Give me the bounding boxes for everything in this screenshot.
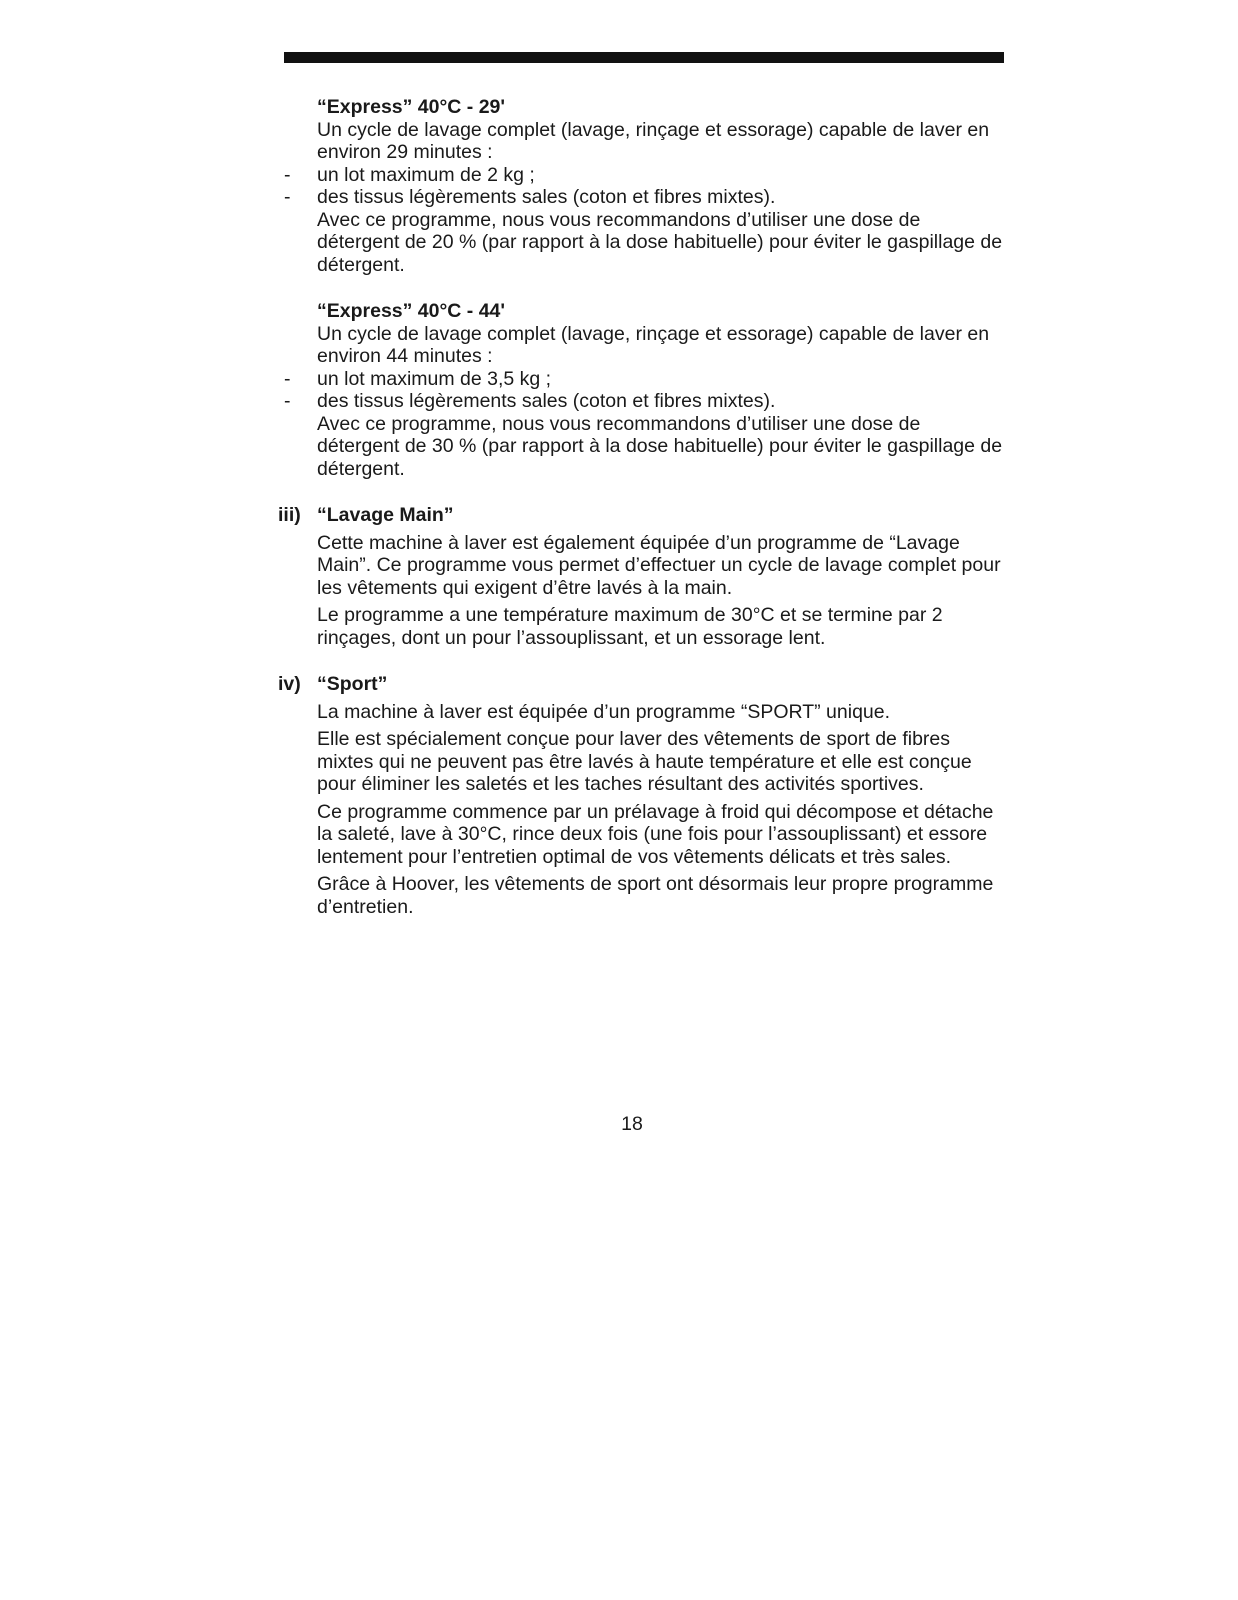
section-note: Avec ce programme, nous vous recommandons d’utiliser une dose de détergent de 20 % (par rapport à la dose habituelle) pour éviter le gaspillage de détergent. bbox=[317, 208, 1003, 276]
page-content bbox=[278, 96, 1004, 918]
section-paragraph: Ce programme commence par un prélavage à froid qui décompose et détache la saleté, lave à 30°C, rince deux fois (une fois pour l’assouplissant) et essore lentement pour l’entretien optimal de vos vêtements délicats et très sales. bbox=[317, 800, 994, 868]
section-heading: “Sport” bbox=[317, 673, 388, 695]
section-numeral: iii) bbox=[278, 504, 301, 526]
section-intro: Un cycle de lavage complet (lavage, rinçage et essorage) capable de laver en environ 44 minutes : bbox=[317, 322, 990, 367]
section-paragraph: La machine à laver est équipée d’un programme “SPORT” unique. bbox=[317, 700, 891, 723]
section-lavage-main bbox=[278, 504, 1004, 649]
section-express-44 bbox=[284, 300, 1004, 480]
section-note: Avec ce programme, nous vous recommandons d’utiliser une dose de détergent de 30 % (par rapport à la dose habituelle) pour éviter le gaspillage de détergent. bbox=[317, 412, 1003, 480]
section-paragraph: Grâce à Hoover, les vêtements de sport ont désormais leur propre programme d’entretien. bbox=[317, 873, 994, 918]
bullet-marker: - bbox=[284, 367, 291, 390]
list-item bbox=[284, 186, 1004, 209]
bullet-marker: - bbox=[284, 186, 291, 208]
section-sport bbox=[278, 673, 1004, 918]
section-numeral: iv) bbox=[278, 673, 301, 695]
section-paragraph: Le programme a une température maximum de 30°C et se termine par 2 rinçages, dont un pour l’assouplissant, et un essorage lent. bbox=[317, 604, 943, 649]
list-item-text: des tissus légèrements sales (coton et fibres mixtes). bbox=[317, 186, 776, 208]
header-rule bbox=[284, 52, 1004, 63]
section-paragraph: Elle est spécialement conçue pour laver des vêtements de sport de fibres mixtes qui ne peuvent pas être lavés à haute température et elle est conçue pour éliminer les saletés et les taches résultant des activités sportives. bbox=[317, 728, 972, 795]
page-number: 18 bbox=[621, 1113, 643, 1135]
section-heading: “Express” 40°C - 44' bbox=[317, 300, 506, 322]
section-heading: “Lavage Main” bbox=[317, 504, 454, 526]
bullet-marker: - bbox=[284, 390, 291, 412]
section-heading: “Express” 40°C - 29' bbox=[317, 96, 506, 118]
list-item bbox=[284, 367, 1004, 391]
list-item-text: un lot maximum de 3,5 kg ; bbox=[317, 367, 552, 390]
section-paragraph: Cette machine à laver est également équipée d’un programme de “Lavage Main”. Ce programme vous permet d’effectuer un cycle de lavage complet pour les vêtements qui exigent d’être lavés à la main. bbox=[317, 531, 1001, 599]
section-intro: Un cycle de lavage complet (lavage, rinçage et essorage) capable de laver en environ 29 minutes : bbox=[317, 118, 990, 163]
bullet-marker: - bbox=[284, 163, 291, 186]
list-item-text: un lot maximum de 2 kg ; bbox=[317, 163, 535, 186]
list-item bbox=[284, 390, 1004, 413]
list-item-text: des tissus légèrements sales (coton et fibres mixtes). bbox=[317, 390, 776, 412]
list-item bbox=[284, 163, 1004, 187]
section-express-29 bbox=[284, 96, 1004, 276]
